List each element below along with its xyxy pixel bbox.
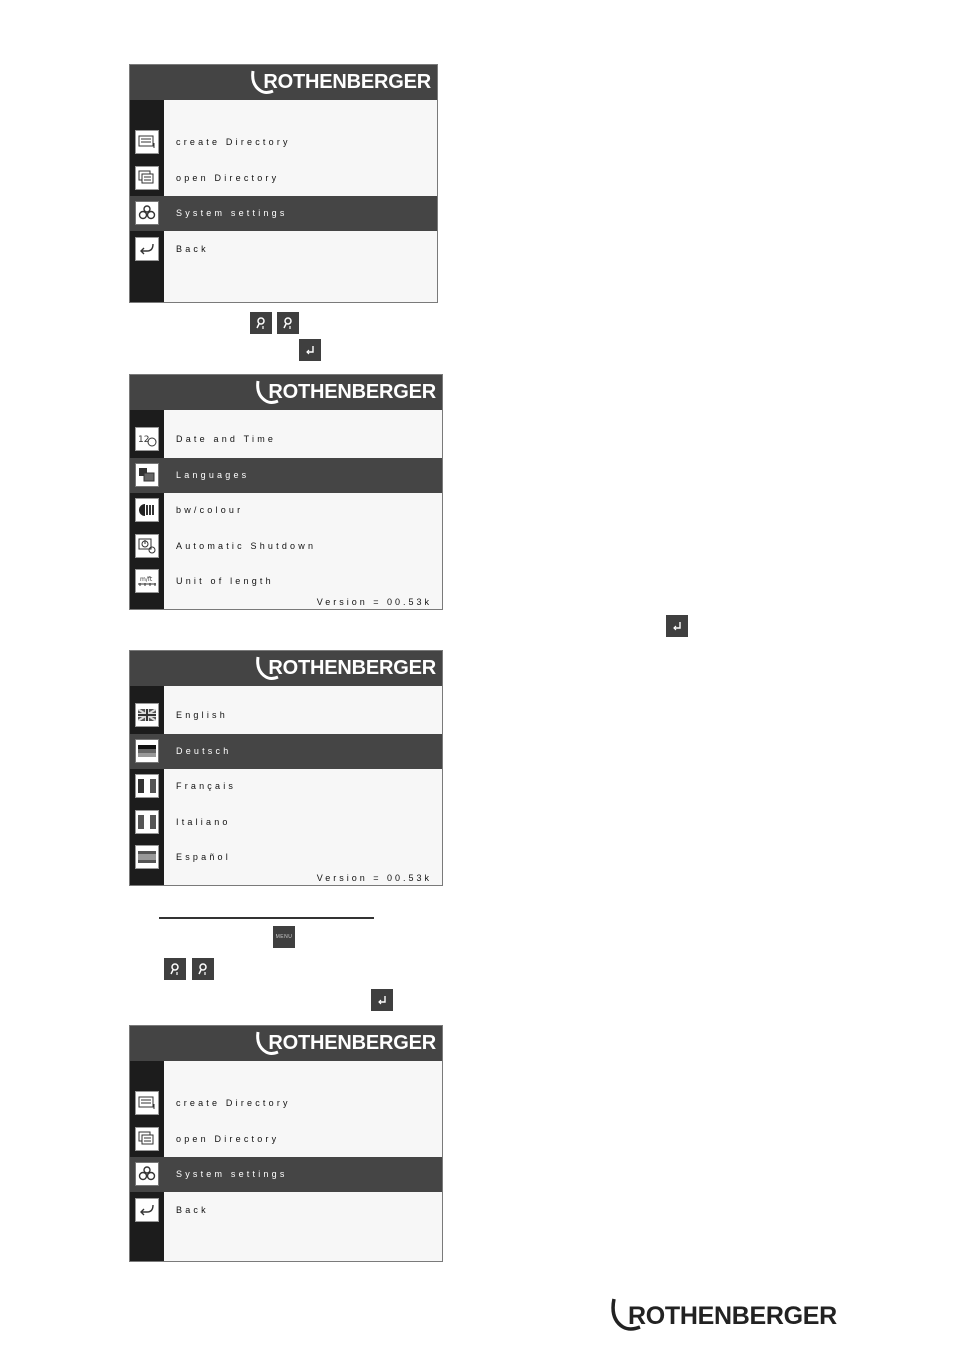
language-flags-icon: [135, 463, 159, 487]
brand-logo: [249, 67, 431, 98]
menu-item-label: Date and Time: [176, 434, 277, 444]
menu-item-create-directory[interactable]: [130, 125, 437, 160]
key-enter[interactable]: [666, 615, 688, 637]
menu-item-label: System settings: [176, 1169, 288, 1179]
screen-header: [130, 65, 437, 100]
menu-item-open-directory[interactable]: [130, 1122, 442, 1157]
languages-screen: [129, 650, 443, 886]
language-espanol[interactable]: [130, 840, 442, 875]
menu-item-label: create Directory: [176, 137, 291, 147]
menu-item-label: Deutsch: [176, 746, 232, 756]
svg-text:m/ft: m/ft: [140, 576, 153, 583]
colour-icon: [135, 498, 159, 522]
brand-name: ROTHENBERGER: [268, 1032, 436, 1054]
back-arrow-icon: [135, 1198, 159, 1222]
language-english[interactable]: [130, 698, 442, 733]
menu-item-label: create Directory: [176, 1098, 291, 1108]
menu-item-label: English: [176, 710, 228, 720]
menu-item-label: Español: [176, 852, 231, 862]
key-down[interactable]: [277, 312, 299, 334]
menu-item-date-time[interactable]: [130, 422, 442, 457]
enter-icon: [304, 344, 316, 356]
menu-item-label: Unit of length: [176, 576, 274, 586]
open-directory-icon: [135, 166, 159, 190]
back-arrow-icon: [135, 237, 159, 261]
screen-header: [130, 1026, 442, 1061]
ruler-icon: [135, 569, 159, 593]
flag-es-icon: [135, 845, 159, 869]
power-timer-icon: [135, 534, 159, 558]
menu-item-system-settings[interactable]: [130, 1157, 442, 1192]
menu-item-back[interactable]: [130, 1193, 442, 1228]
menu-item-label: Italiano: [176, 817, 231, 827]
menu-item-open-directory[interactable]: [130, 161, 437, 196]
brand-name: ROTHENBERGER: [263, 71, 431, 93]
menu-item-languages[interactable]: [130, 458, 442, 493]
version-text: Version = 00.53k: [316, 597, 432, 607]
key-up[interactable]: [250, 312, 272, 334]
menu-item-automatic-shutdown[interactable]: [130, 529, 442, 564]
brand-logo: [254, 653, 436, 684]
key-down-icon: [282, 316, 294, 330]
key-down[interactable]: [192, 958, 214, 980]
language-deutsch[interactable]: [130, 734, 442, 769]
brand-logo: [254, 1028, 436, 1059]
version-text: Version = 00.53k: [316, 873, 432, 883]
enter-icon: [671, 620, 683, 632]
menu-item-unit-of-length[interactable]: [130, 564, 442, 599]
footer-brand-logo: [608, 1296, 837, 1336]
menu-item-label: Back: [176, 1205, 209, 1215]
settings-screen: [129, 374, 443, 610]
menu-item-bw-colour[interactable]: [130, 493, 442, 528]
menu-item-back[interactable]: [130, 232, 437, 267]
flag-uk-icon: [135, 703, 159, 727]
menu-item-label: open Directory: [176, 173, 280, 183]
menu-item-label: bw/colour: [176, 505, 244, 515]
create-directory-icon: [135, 130, 159, 154]
language-francais[interactable]: [130, 769, 442, 804]
brand-name: ROTHENBERGER: [628, 1301, 837, 1330]
section-underline: [159, 917, 374, 919]
flag-fr-icon: [135, 774, 159, 798]
key-up[interactable]: [164, 958, 186, 980]
flag-it-icon: [135, 810, 159, 834]
create-directory-icon: [135, 1091, 159, 1115]
screen-header: [130, 375, 442, 410]
key-enter[interactable]: [371, 989, 393, 1011]
brand-hook-icon: [254, 1030, 280, 1058]
enter-icon: [376, 994, 388, 1006]
brand-logo: [254, 377, 436, 408]
gears-icon: [135, 1162, 159, 1186]
key-enter[interactable]: [299, 339, 321, 361]
menu-item-label: Français: [176, 781, 237, 791]
screen-header: [130, 651, 442, 686]
svg-text:12: 12: [138, 435, 150, 445]
key-up-icon: [169, 962, 181, 976]
menu-item-create-directory[interactable]: [130, 1086, 442, 1121]
brand-hook-icon: [254, 655, 280, 683]
menu-item-label: Languages: [176, 470, 250, 480]
key-menu-label: MENU: [275, 934, 293, 940]
brand-name: ROTHENBERGER: [268, 657, 436, 679]
brand-name: ROTHENBERGER: [268, 381, 436, 403]
language-italiano[interactable]: [130, 805, 442, 840]
menu-item-system-settings[interactable]: [130, 196, 437, 231]
clock-icon: [135, 427, 159, 451]
key-menu[interactable]: [273, 926, 295, 948]
key-down-icon: [197, 962, 209, 976]
menu-screen-main: [129, 64, 438, 303]
menu-screen-return: [129, 1025, 443, 1262]
gears-icon: [135, 201, 159, 225]
menu-item-label: Back: [176, 244, 209, 254]
brand-hook-icon: [254, 379, 280, 407]
brand-hook-icon: [249, 69, 275, 97]
menu-item-label: Automatic Shutdown: [176, 541, 317, 551]
menu-item-label: open Directory: [176, 1134, 280, 1144]
menu-item-label: System settings: [176, 208, 288, 218]
flag-de-icon: [135, 739, 159, 763]
open-directory-icon: [135, 1127, 159, 1151]
key-up-icon: [255, 316, 267, 330]
